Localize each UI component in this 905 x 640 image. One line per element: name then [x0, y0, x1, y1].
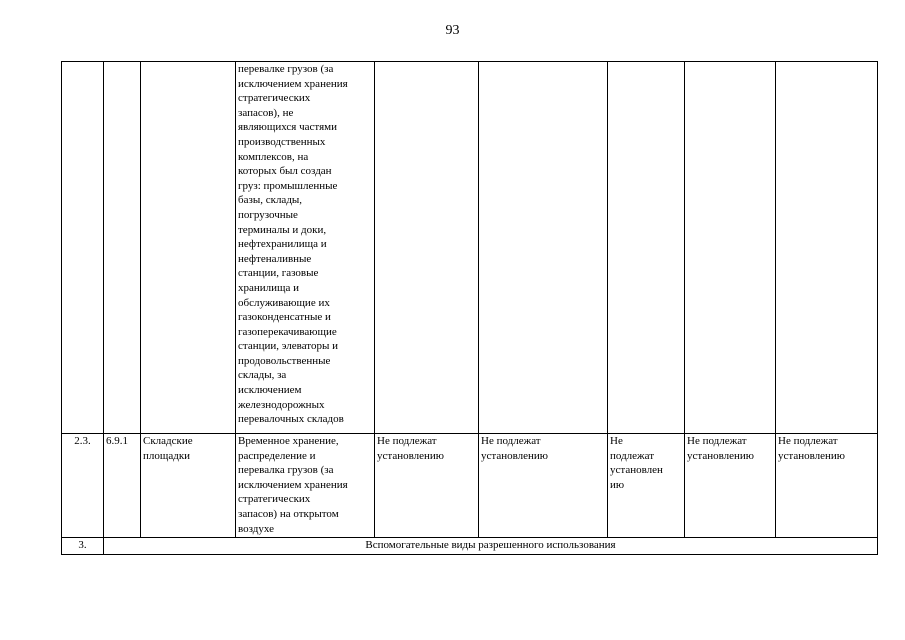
description-line: являющихся частями — [238, 121, 337, 134]
name-line: площадки — [143, 449, 191, 462]
description-line: газоперекачивающие — [238, 325, 337, 338]
cell-name-empty — [141, 62, 236, 434]
description-line: стратегических — [238, 92, 311, 105]
description-line: запасов), не — [238, 106, 294, 119]
description-line: распределение и — [238, 449, 316, 462]
description-line: базы, склады, — [238, 194, 303, 207]
param-line: Не подлежат — [687, 435, 747, 447]
land-use-name — [141, 434, 236, 538]
description-line: комплексов, на — [238, 150, 309, 163]
description-line: обслуживающие их — [238, 296, 330, 309]
param-line: установлению — [778, 449, 846, 462]
param2-value — [479, 434, 608, 538]
description-line: станции, элеваторы и — [238, 340, 338, 353]
description-line: воздухе — [238, 522, 274, 535]
param-line: установлению — [687, 449, 755, 462]
page-number: 93 — [445, 23, 460, 38]
description-line: Временное хранение, — [238, 435, 339, 447]
description-line: груз: промышленные — [238, 179, 338, 192]
param-line: ию — [610, 478, 625, 491]
table-row-continued — [62, 62, 878, 434]
param-line: установлению — [377, 449, 445, 462]
description-line: продовольственные — [238, 354, 331, 367]
param4-value — [685, 434, 776, 538]
description-line: исключением хранения — [238, 77, 348, 90]
description-line: исключением — [238, 384, 302, 397]
cell-param3-empty — [608, 62, 685, 434]
description-line: запасов) на открытом — [238, 507, 339, 520]
description-line: станции, газовые — [238, 267, 319, 280]
cell-number-empty — [62, 62, 104, 434]
description-line: перевалочных складов — [238, 413, 344, 426]
param5-value — [776, 434, 878, 538]
description-line: исключением хранения — [238, 478, 348, 491]
cell-param2-empty — [479, 62, 608, 434]
description-line: терминалы и доки, — [238, 223, 327, 236]
param-line: Не подлежат — [481, 435, 541, 447]
description-line: нефтеналивные — [238, 252, 312, 265]
table-row-3 — [62, 538, 878, 555]
cell-param1-empty — [375, 62, 479, 434]
param-line: подлежат — [610, 449, 655, 462]
description-line: железнодорожных — [238, 398, 325, 411]
param-line: установлению — [481, 449, 549, 462]
description-line: которых был создан — [238, 165, 332, 178]
description-line: нефтехранилища и — [238, 238, 327, 251]
param3-value — [608, 434, 685, 538]
land-use-code: 6.9.1 — [104, 434, 141, 538]
description-line: производственных — [238, 135, 326, 148]
name-line: Складские — [143, 435, 193, 447]
description-line: хранилища и — [238, 281, 300, 294]
description-line: стратегических — [238, 493, 311, 506]
description-line: склады, за — [238, 369, 287, 382]
param1-value — [375, 434, 479, 538]
param-line: установлен — [610, 464, 663, 477]
description-line: погрузочные — [238, 208, 298, 221]
description-line: перевалка грузов (за — [238, 464, 334, 477]
section-number: 3. — [62, 538, 104, 555]
description-line: газоконденсатные и — [238, 311, 331, 324]
description-line: перевалке грузов (за — [238, 63, 334, 75]
table-row-2-3 — [62, 434, 878, 538]
land-use-table — [61, 61, 878, 555]
cell-description-continued — [236, 62, 375, 434]
cell-param5-empty — [776, 62, 878, 434]
cell-code-empty — [104, 62, 141, 434]
param-line: Не подлежат — [377, 435, 437, 447]
section-title: Вспомогательные виды разрешенного использования — [104, 538, 878, 555]
param-line: Не подлежат — [778, 435, 838, 447]
cell-param4-empty — [685, 62, 776, 434]
param-line: Не — [610, 435, 623, 447]
land-use-description — [236, 434, 375, 538]
row-number: 2.3. — [62, 434, 104, 538]
